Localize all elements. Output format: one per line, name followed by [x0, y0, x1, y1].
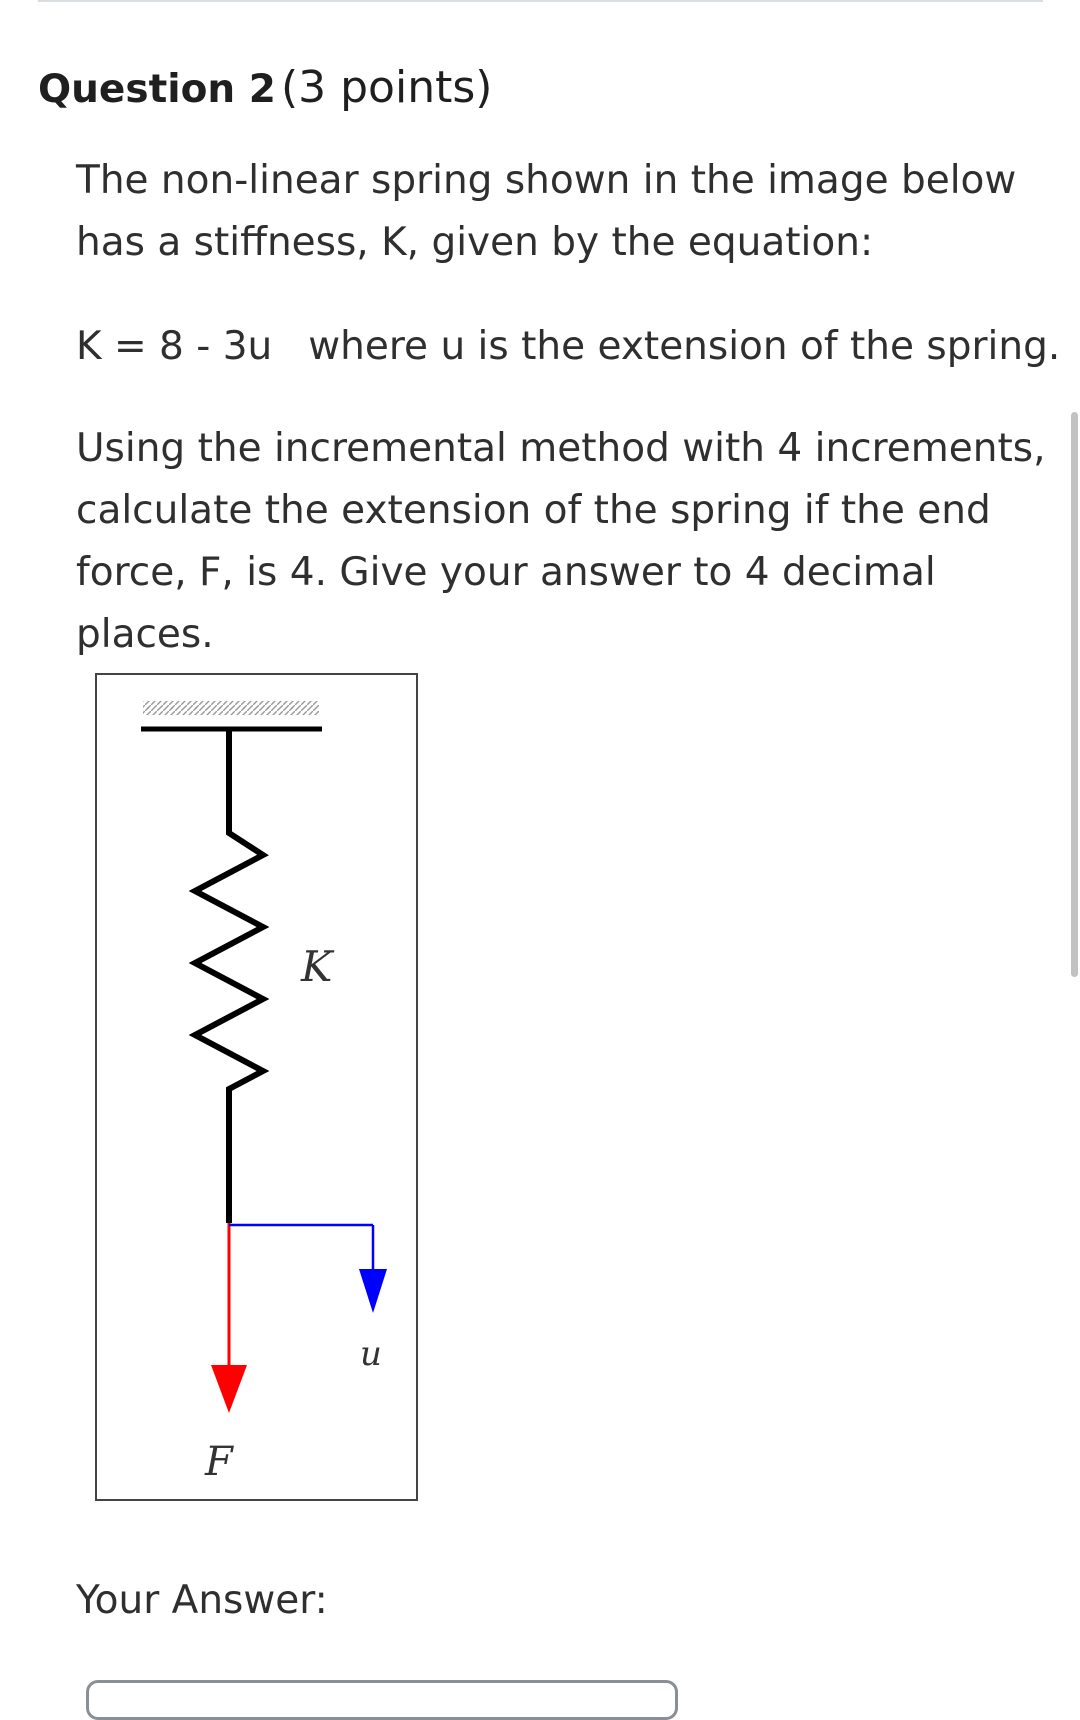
question-instructions: Using the incremental method with 4 increments, calculate the extension of the spring if the end force, F, is 4. Give your answer to 4 decimal places.: [76, 426, 1046, 657]
extension-label-u: u: [360, 1334, 382, 1374]
question-title: Question 2: [38, 67, 276, 112]
extension-arrow-head: [359, 1269, 387, 1313]
force-arrow-head: [211, 1365, 247, 1413]
scrollbar-thumb[interactable]: [1071, 412, 1078, 977]
spring-diagram-svg: [97, 675, 420, 1503]
fixed-support-hatching: [143, 701, 319, 715]
equation-note: where u is the extension of the spring.: [308, 324, 1061, 369]
spring-label-k: K: [301, 942, 333, 991]
stiffness-equation: K = 8 - 3u: [76, 324, 273, 369]
equation-line: [76, 316, 1076, 378]
question-intro: The non-linear spring shown in the image below has a stiffness, K, given by the equation:: [76, 158, 1017, 265]
question-header: [38, 62, 492, 113]
force-label-f: F: [205, 1439, 233, 1485]
answer-input[interactable]: [86, 1680, 678, 1720]
question-points: (3 points): [280, 62, 493, 113]
top-divider: [38, 0, 1043, 2]
answer-label: Your Answer:: [76, 1578, 328, 1623]
spring-diagram: [95, 673, 418, 1501]
question-body: [76, 150, 1076, 666]
spring-coil: [195, 729, 263, 1223]
